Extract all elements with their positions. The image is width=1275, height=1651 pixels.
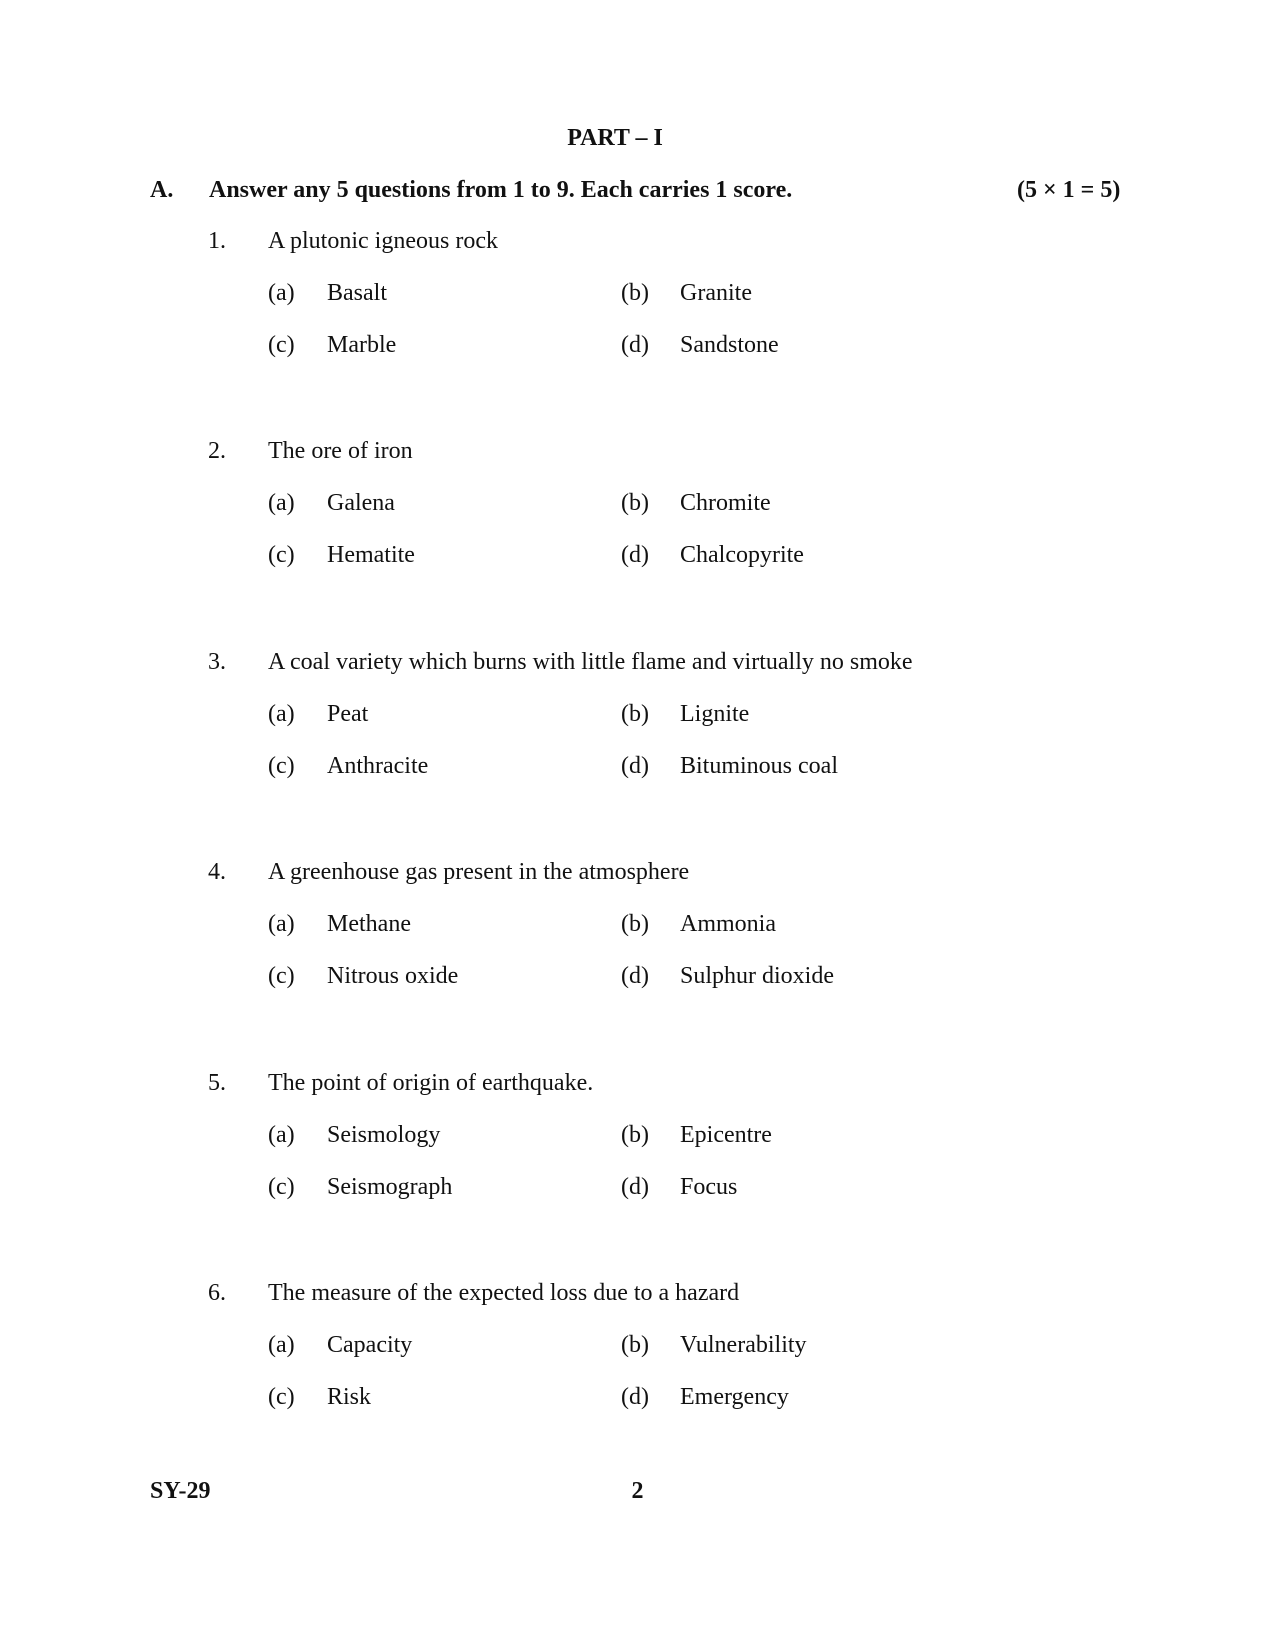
option-text: Galena: [327, 490, 395, 516]
option-text: Marble: [327, 332, 397, 358]
option-label: (c): [268, 1174, 295, 1200]
option-text: Sandstone: [680, 332, 779, 358]
option-label: (d): [621, 332, 649, 358]
question-number: 4.: [208, 859, 226, 885]
option-text: Emergency: [680, 1384, 789, 1410]
option-text: Peat: [327, 701, 369, 727]
question-text: A coal variety which burns with little flame and virtually no smoke: [268, 649, 913, 675]
question-text: The point of origin of earthquake.: [268, 1070, 594, 1096]
option-label: (a): [268, 1332, 295, 1358]
question-text: The measure of the expected loss due to a hazard: [268, 1280, 740, 1306]
option-label: (c): [268, 963, 295, 989]
option-text: Chalcopyrite: [680, 542, 804, 568]
option-text: Vulnerability: [680, 1332, 807, 1358]
option-label: (a): [268, 1122, 295, 1148]
option-text: Focus: [680, 1174, 738, 1200]
option-text: Seismograph: [327, 1174, 453, 1200]
option-text: Epicentre: [680, 1122, 772, 1148]
option-label: (b): [621, 1332, 649, 1358]
question-number: 2.: [208, 438, 226, 464]
option-text: Sulphur dioxide: [680, 963, 834, 989]
option-label: (a): [268, 490, 295, 516]
option-text: Anthracite: [327, 753, 429, 779]
option-text: Lignite: [680, 701, 750, 727]
section-marks: (5 × 1 = 5): [1017, 177, 1121, 203]
option-label: (b): [621, 490, 649, 516]
question-text: The ore of iron: [268, 438, 413, 464]
option-text: Granite: [680, 280, 752, 306]
option-label: (c): [268, 332, 295, 358]
option-text: Hematite: [327, 542, 415, 568]
question-text: A plutonic igneous rock: [268, 228, 498, 254]
question-number: 1.: [208, 228, 226, 254]
section-letter: A.: [150, 177, 174, 203]
option-label: (b): [621, 280, 649, 306]
option-text: Nitrous oxide: [327, 963, 459, 989]
option-label: (b): [621, 911, 649, 937]
option-label: (a): [268, 911, 295, 937]
option-label: (c): [268, 753, 295, 779]
option-label: (a): [268, 701, 295, 727]
option-label: (d): [621, 963, 649, 989]
option-label: (d): [621, 753, 649, 779]
option-label: (c): [268, 542, 295, 568]
option-label: (d): [621, 1384, 649, 1410]
part-title: PART – I: [567, 125, 663, 151]
page-number: 2: [631, 1478, 644, 1504]
paper-code: SY-29: [150, 1478, 211, 1504]
option-label: (d): [621, 1174, 649, 1200]
option-text: Bituminous coal: [680, 753, 838, 779]
section-instruction: Answer any 5 questions from 1 to 9. Each carries 1 score.: [209, 177, 793, 203]
option-text: Seismology: [327, 1122, 441, 1148]
option-label: (c): [268, 1384, 295, 1410]
option-label: (b): [621, 701, 649, 727]
option-text: Capacity: [327, 1332, 413, 1358]
option-text: Basalt: [327, 280, 387, 306]
question-number: 6.: [208, 1280, 226, 1306]
question-number: 5.: [208, 1070, 226, 1096]
option-label: (b): [621, 1122, 649, 1148]
question-text: A greenhouse gas present in the atmosphere: [268, 859, 690, 885]
option-label: (a): [268, 280, 295, 306]
option-label: (d): [621, 542, 649, 568]
option-text: Methane: [327, 911, 411, 937]
option-text: Chromite: [680, 490, 771, 516]
option-text: Ammonia: [680, 911, 776, 937]
question-number: 3.: [208, 649, 226, 675]
option-text: Risk: [327, 1384, 372, 1410]
